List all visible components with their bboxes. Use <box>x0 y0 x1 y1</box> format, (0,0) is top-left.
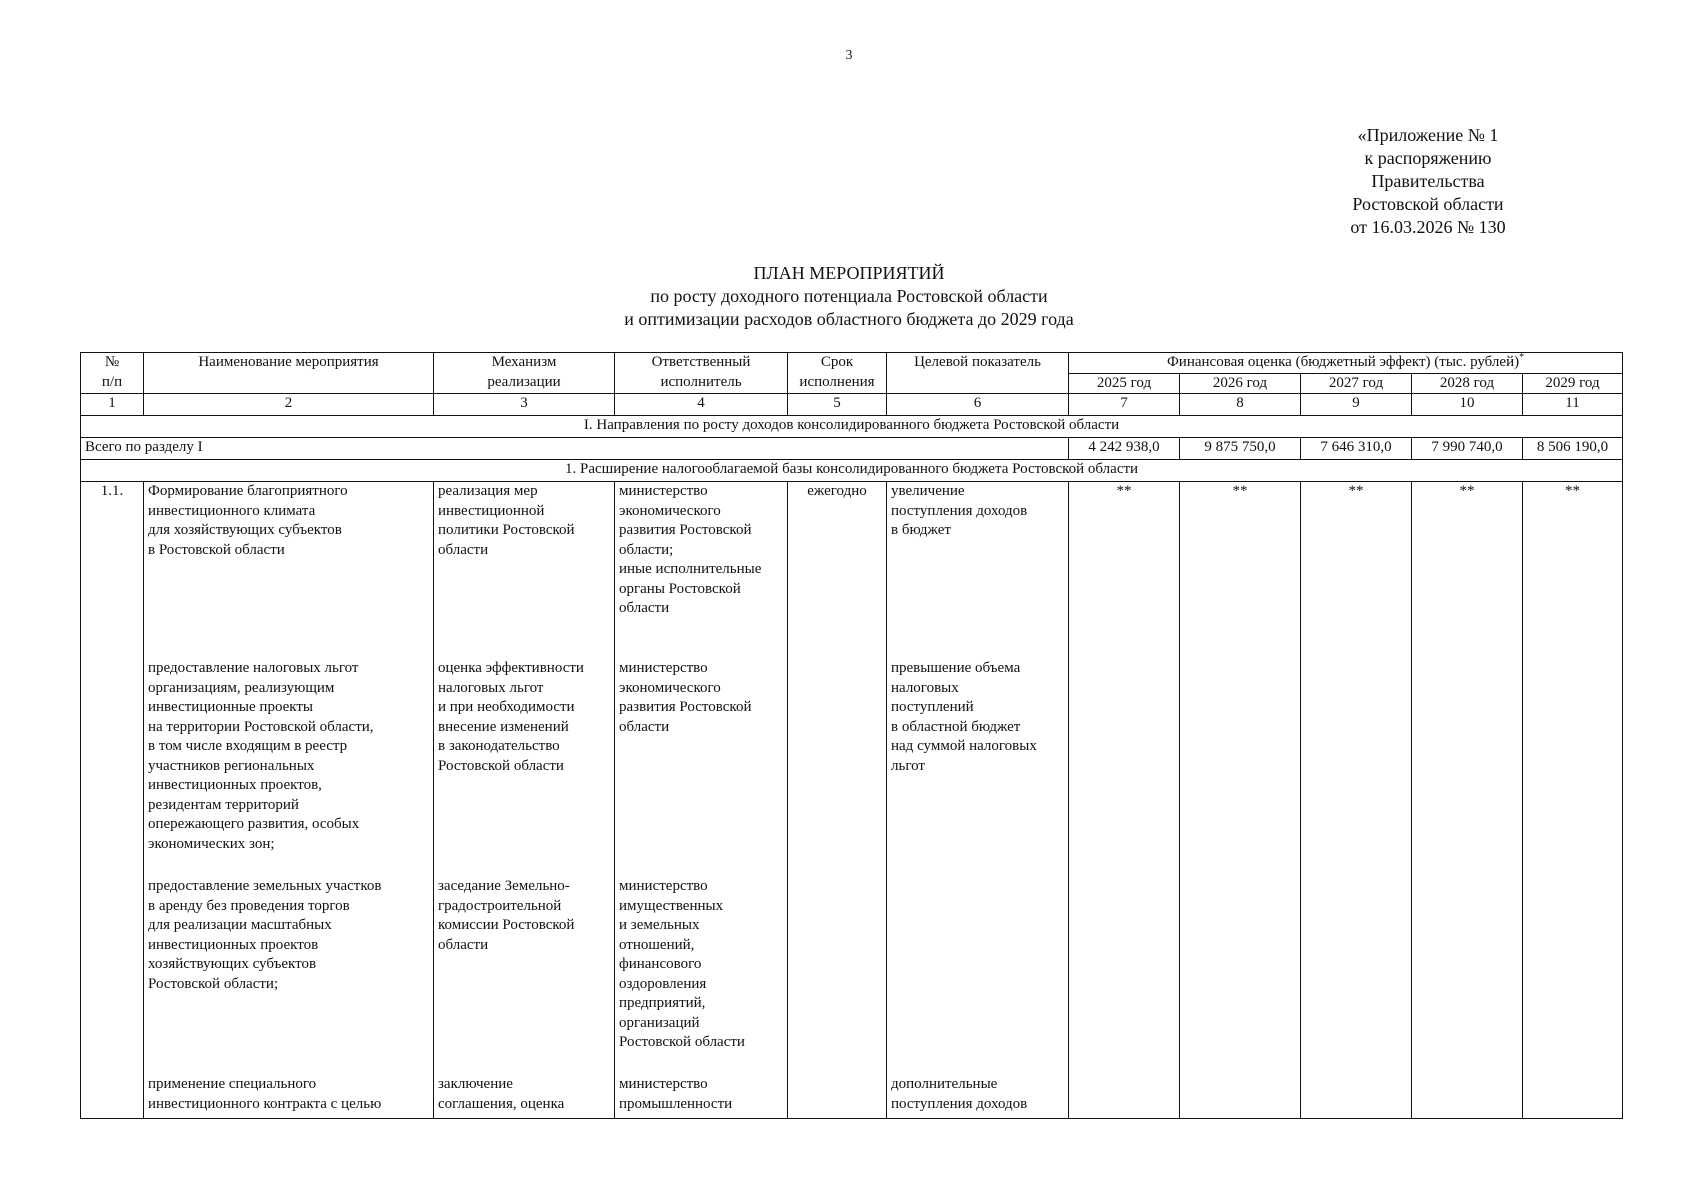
plan-table <box>80 352 1623 1119</box>
annex-block <box>1308 124 1548 239</box>
section-total-value: 7 646 310,0 <box>1301 438 1412 460</box>
row-mechanism-part: заключение соглашения, оценка <box>438 1076 565 1112</box>
annex-line: к распоряжению <box>1364 148 1492 168</box>
header-responsible: Ответственный исполнитель <box>615 353 788 394</box>
column-number: 7 <box>1069 394 1180 416</box>
column-number: 2 <box>144 394 434 416</box>
row-responsible-part: министерство экономического развития Ростовской области <box>619 660 752 735</box>
row-responsible-part: министерство промышленности <box>619 1076 733 1112</box>
row-number: 1.1. <box>81 482 144 1119</box>
section-total-row <box>81 438 1623 460</box>
section-total-value: 7 990 740,0 <box>1412 438 1523 460</box>
header-term: Срок исполнения <box>788 353 887 394</box>
column-number: 1 <box>81 394 144 416</box>
row-estimate: ** <box>1523 482 1623 1119</box>
subsection-title-row <box>81 460 1623 482</box>
row-mechanism-cell <box>434 482 615 1119</box>
row-estimate: ** <box>1301 482 1412 1119</box>
row-name-part: применение специального инвестиционного контракта с целью <box>148 1076 382 1112</box>
row-estimate: ** <box>1412 482 1523 1119</box>
row-mechanism-part: оценка эффективности налоговых льгот и при необходимости внесение изменений в законодательство Ростовской области <box>438 660 584 774</box>
column-number: 3 <box>434 394 615 416</box>
column-number: 6 <box>887 394 1069 416</box>
header-mechanism: Механизм реализации <box>434 353 615 394</box>
row-responsible-part: министерство имущественных и земельных отношений, финансового оздоровления предприятий, организаций Ростовской области <box>619 878 745 1050</box>
section-title-row <box>81 416 1623 438</box>
section-total-value: 4 242 938,0 <box>1069 438 1180 460</box>
header-finance-label: Финансовая оценка (бюджетный эффект) (тыс. рублей) <box>1166 354 1520 370</box>
plan-subtitle-line: по росту доходного потенциала Ростовской области <box>650 286 1048 306</box>
header-year: 2025 год <box>1069 373 1180 394</box>
annex-line: «Приложение № 1 <box>1357 125 1499 145</box>
row-estimate: ** <box>1069 482 1180 1119</box>
page-number: 3 <box>845 48 853 63</box>
table-header-row <box>81 353 1623 374</box>
row-target-cell <box>887 482 1069 1119</box>
header-name: Наименование мероприятия <box>144 353 434 394</box>
column-number: 11 <box>1523 394 1623 416</box>
section-title: I. Направления по росту доходов консолидированного бюджета Ростовской области <box>81 416 1623 438</box>
row-term: ежегодно <box>788 482 887 1119</box>
row-target-part <box>891 877 1064 1075</box>
annex-line: Ростовской области <box>1352 194 1504 214</box>
header-finance <box>1069 353 1623 374</box>
column-number: 4 <box>615 394 788 416</box>
subsection-title: 1. Расширение налогооблагаемой базы консолидированного бюджета Ростовской области <box>81 460 1623 482</box>
row-name-part: Формирование благоприятного инвестиционного климата для хозяйствующих субъектов в Ростовской области <box>148 483 348 558</box>
header-year: 2027 год <box>1301 373 1412 394</box>
column-number: 9 <box>1301 394 1412 416</box>
plan-title-line: ПЛАН МЕРОПРИЯТИЙ <box>753 263 945 283</box>
column-number: 10 <box>1412 394 1523 416</box>
row-name-part: предоставление налоговых льгот организациям, реализующим инвестиционные проекты на территории Ростовской области, в том числе входящим в реестр участников региональных инвестиционных проектов, резидентам территорий опережающего развития, особых экономических зон; <box>148 660 374 852</box>
row-name-part: предоставление земельных участков в аренду без проведения торгов для реализации масштабных инвестиционных проектов хозяйствующих субъектов Ростовской области; <box>148 878 382 992</box>
header-target: Целевой показатель <box>887 353 1069 394</box>
section-total-value: 8 506 190,0 <box>1523 438 1623 460</box>
annex-line: от 16.03.2026 № 130 <box>1350 217 1506 237</box>
header-year: 2028 год <box>1412 373 1523 394</box>
row-mechanism-part: заседание Земельно- градостроительной комиссии Ростовской области <box>438 878 575 953</box>
column-number: 5 <box>788 394 887 416</box>
row-mechanism-part: реализация мер инвестиционной политики Ростовской области <box>438 483 575 558</box>
header-num: № п/п <box>81 353 144 394</box>
row-responsible-cell <box>615 482 788 1119</box>
row-name-cell <box>144 482 434 1119</box>
row-target-part: увеличение поступления доходов в бюджет <box>891 483 1028 538</box>
section-total-value: 9 875 750,0 <box>1180 438 1301 460</box>
table-row <box>81 482 1623 1119</box>
column-number: 8 <box>1180 394 1301 416</box>
plan-title <box>0 262 1698 331</box>
annex-line: Правительства <box>1371 171 1485 191</box>
row-target-part: дополнительные поступления доходов <box>891 1076 1028 1112</box>
plan-subtitle-line: и оптимизации расходов областного бюджета до 2029 года <box>624 309 1074 329</box>
section-total-label: Всего по разделу I <box>81 438 1069 460</box>
column-numbers-row <box>81 394 1623 416</box>
header-finance-mark: * <box>1519 352 1525 363</box>
header-year: 2026 год <box>1180 373 1301 394</box>
header-year: 2029 год <box>1523 373 1623 394</box>
row-estimate: ** <box>1180 482 1301 1119</box>
row-target-part: превышение объема налоговых поступлений в областной бюджет над суммой налоговых льгот <box>891 660 1037 774</box>
row-responsible-part: министерство экономического развития Ростовской области; иные исполнительные органы Ростовской области <box>619 483 762 616</box>
